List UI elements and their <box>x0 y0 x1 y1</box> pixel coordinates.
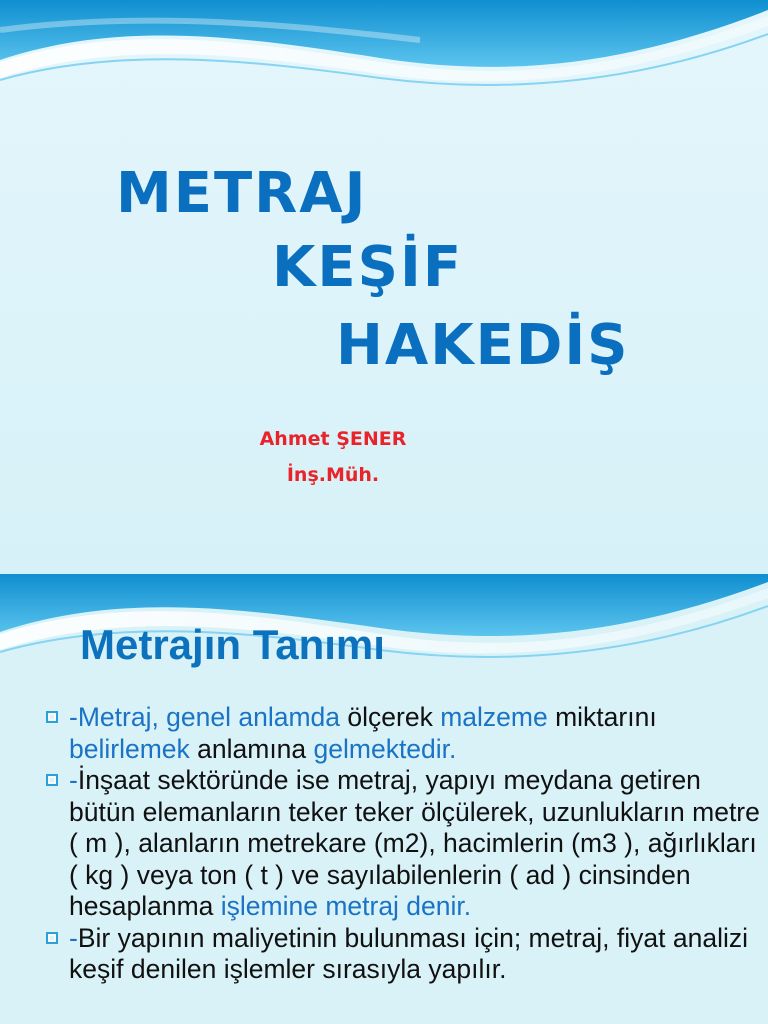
bullet-text-run: yapıyı <box>425 765 497 795</box>
bullet-item <box>46 923 762 986</box>
slide-title: Metrajın Tanımı <box>80 621 385 668</box>
bullet-text-run: bütün elemanların <box>69 796 282 827</box>
bullet-text-run: belirlemek <box>69 733 198 764</box>
bullet-text-run: malzeme <box>432 702 556 732</box>
bullet-text-run: metre ( m ), <box>69 796 760 858</box>
bullet-text-run: gelmektedir. <box>306 733 457 764</box>
bullet-text-run: ( kg ) veya ton ( t ) ve <box>69 859 327 890</box>
bullet-list <box>46 702 762 986</box>
bullet-text-run: ölçerek <box>347 702 433 732</box>
bullet-text-run: metrekare (m2), hacimlerin (m3 ), <box>239 828 648 858</box>
bullet-text-run: , <box>527 796 542 827</box>
bullet-text-run: ( ad ) cinsinden hesaplanma <box>69 859 691 921</box>
bullet-text-run: sayılabilenlerin <box>326 859 503 890</box>
author-title: İnş.Müh. <box>286 464 380 486</box>
bullet-text-run: ; metraj, fiyat analizi <box>513 922 748 953</box>
bullet-text-run: - <box>69 922 78 953</box>
author-name: Ahmet ŞENER <box>259 428 407 450</box>
title-line-metraj: METRAJ <box>116 161 368 226</box>
bullet-text-run: işlemine metraj denir. <box>220 891 472 921</box>
checkbox-bullet-icon <box>46 932 58 944</box>
bullet-text-run: İnşaat sektöründe <box>77 765 289 795</box>
bullet-text-run: yapının <box>117 922 205 953</box>
bullet-text-run: ağırlıkları <box>647 828 757 858</box>
bullet-text-run: denilen <box>123 954 224 984</box>
title-line-kesif: KEŞİF <box>272 235 464 300</box>
bullet-text-run: maliyetinin <box>204 922 345 953</box>
bullet-text-run: -Metraj, genel anlamda <box>69 702 348 732</box>
bullet-text-run: bulunması için <box>344 922 514 953</box>
title-line-hakedis: HAKEDİŞ <box>336 313 630 378</box>
wave-decoration-top <box>0 0 768 100</box>
bullet-text-run: - <box>69 765 78 795</box>
bullet-text-run: işlemler sırasıyla yapılır. <box>223 954 507 984</box>
bullet-text-run: meydana getiren <box>496 765 701 795</box>
bullet-item <box>46 702 762 765</box>
bullet-text-run: ölçülerek <box>421 796 528 827</box>
definition-slide <box>0 574 768 1024</box>
bullet-text-run: alanların <box>138 828 240 858</box>
bullet-text-run: anlamına <box>197 733 307 764</box>
bullet-text-run: ise metraj, <box>288 765 426 795</box>
bullet-text-run: uzunlukların <box>541 796 685 827</box>
bullet-item <box>46 765 762 923</box>
bullet-text-run: miktarını <box>555 702 657 732</box>
bullet-text-run: teker teker <box>281 796 422 827</box>
checkbox-bullet-icon <box>46 711 58 723</box>
bullet-text-run: keşif <box>69 954 124 984</box>
bullet-text-run: Bir <box>77 922 118 953</box>
checkbox-bullet-icon <box>46 774 58 786</box>
